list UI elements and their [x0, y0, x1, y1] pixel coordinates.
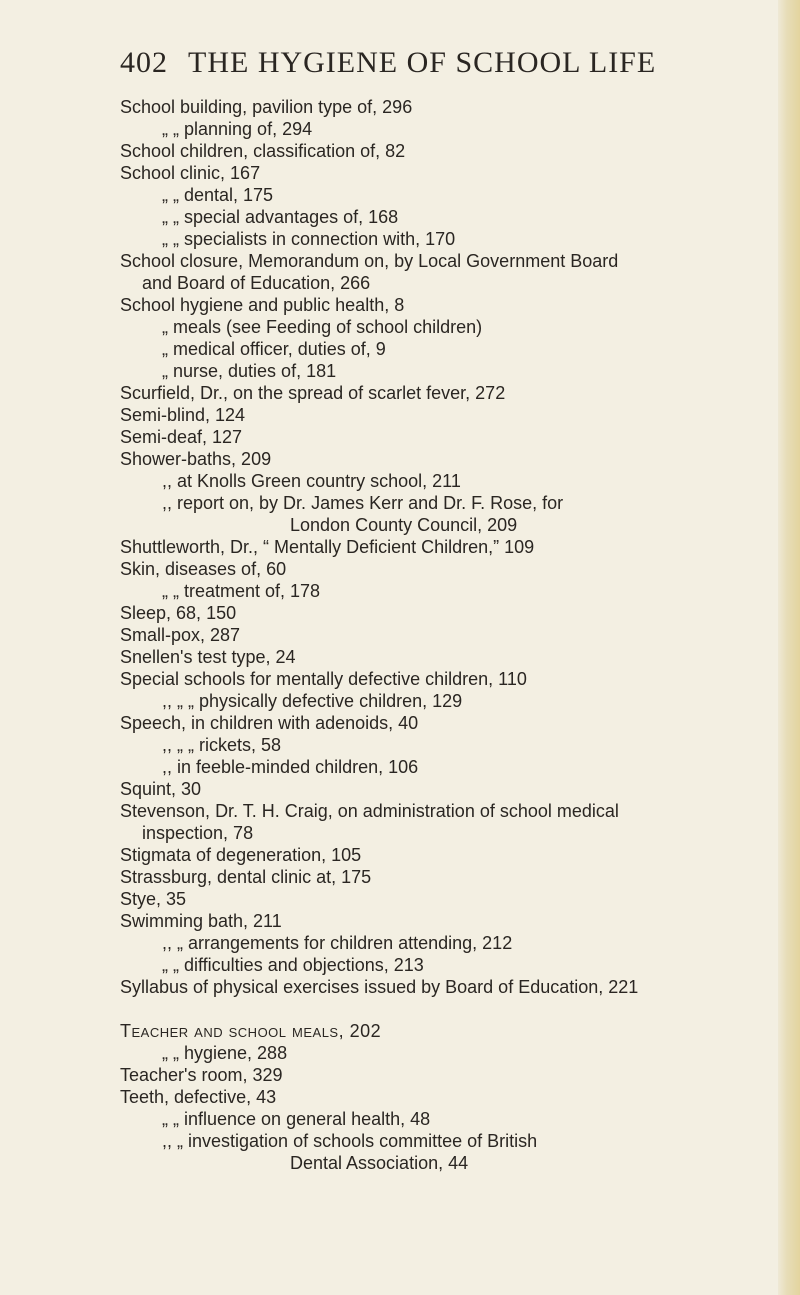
section-gap	[120, 998, 780, 1020]
index-subentry: „ „ treatment of, 178	[162, 581, 321, 601]
index-continuation: London County Council, 209	[290, 515, 518, 535]
index-subentry: „ „ difficulties and objections, 213	[162, 955, 424, 975]
index-subentry: ,, in feeble-minded children, 106	[162, 757, 419, 777]
index-entry: Stigmata of degeneration, 105	[120, 845, 362, 865]
index-entry: School building, pavilion type of, 296	[120, 97, 413, 117]
index-subentry: „ „ hygiene, 288	[162, 1043, 288, 1063]
index-subentry: „ medical officer, duties of, 9	[162, 339, 386, 359]
index-entry: Semi-deaf, 127	[120, 427, 243, 447]
index-entry: School children, classification of, 82	[120, 141, 406, 161]
index-subentry: ,, at Knolls Green country school, 211	[162, 471, 461, 491]
index-subentry: ,, „ investigation of schools committee of British	[162, 1131, 538, 1151]
index-continuation: and Board of Education, 266	[142, 273, 371, 293]
index-subentry: ,, report on, by Dr. James Kerr and Dr. F. Rose, for	[162, 493, 564, 513]
index-entry: Speech, in children with adenoids, 40	[120, 713, 419, 733]
index-entry: Stye, 35	[120, 889, 187, 909]
index-entry: School closure, Memorandum on, by Local Government Board	[120, 251, 619, 271]
running-head	[120, 46, 760, 80]
index-entry: Shower-baths, 209	[120, 449, 272, 469]
index-entry: Skin, diseases of, 60	[120, 559, 287, 579]
index-subentry: ,, „ „ rickets, 58	[162, 735, 282, 755]
index-subentry: „ nurse, duties of, 181	[162, 361, 337, 381]
index-subentry: ,, „ arrangements for children attending, 212	[162, 933, 513, 953]
index-entry: Syllabus of physical exercises issued by Board of Education, 221	[120, 977, 639, 997]
index-subentry: „ „ influence on general health, 48	[162, 1109, 431, 1129]
index-entry: Shuttleworth, Dr., “ Mentally Deficient Children,” 109	[120, 537, 535, 557]
index-subentry: „ „ planning of, 294	[162, 119, 313, 139]
index-entries	[120, 96, 780, 1174]
page-edge	[778, 0, 800, 1295]
page-number: 402	[120, 46, 168, 79]
index-entry: Swimming bath, 211	[120, 911, 282, 931]
index-entry: Squint, 30	[120, 779, 202, 799]
index-entry: Semi-blind, 124	[120, 405, 246, 425]
index-entry: School hygiene and public health, 8	[120, 295, 405, 315]
index-entry: Teacher and school meals, 202	[120, 1021, 382, 1041]
index-subentry: „ „ special advantages of, 168	[162, 207, 399, 227]
index-continuation: inspection, 78	[142, 823, 254, 843]
index-entry: Teacher's room, 329	[120, 1065, 283, 1085]
index-subentry: „ meals (see Feeding of school children)	[162, 317, 483, 337]
index-entry: Strassburg, dental clinic at, 175	[120, 867, 372, 887]
index-entry: Special schools for mentally defective children, 110	[120, 669, 527, 689]
index-continuation: Dental Association, 44	[290, 1153, 469, 1173]
index-entry: Sleep, 68, 150	[120, 603, 237, 623]
page-title: THE HYGIENE OF SCHOOL LIFE	[188, 46, 657, 79]
index-entry: Teeth, defective, 43	[120, 1087, 277, 1107]
index-entry: Snellen's test type, 24	[120, 647, 296, 667]
index-entry: School clinic, 167	[120, 163, 261, 183]
index-entry: Stevenson, Dr. T. H. Craig, on administration of school medical	[120, 801, 619, 821]
index-subentry: ,, „ „ physically defective children, 129	[162, 691, 463, 711]
index-subentry: „ „ specialists in connection with, 170	[162, 229, 456, 249]
index-subentry: „ „ dental, 175	[162, 185, 274, 205]
index-entry: Small-pox, 287	[120, 625, 241, 645]
index-entry: Scurfield, Dr., on the spread of scarlet fever, 272	[120, 383, 506, 403]
